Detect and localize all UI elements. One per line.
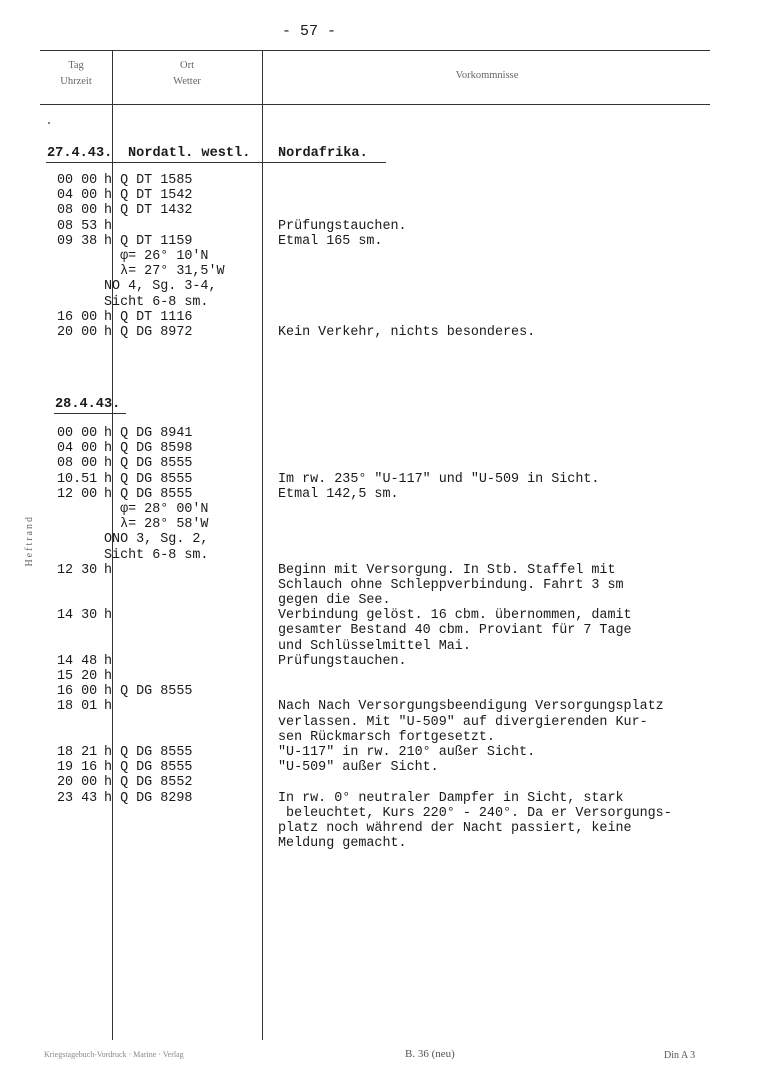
header-top-rule	[40, 50, 710, 51]
log-position: Sicht 6-8 sm.	[104, 547, 209, 563]
margin-label: Heftrand	[24, 515, 35, 567]
log-event: platz noch während der Nacht passiert, keine	[278, 820, 632, 836]
log-position: h Q DG 8552	[104, 775, 193, 791]
section1-date: 27.4.43.	[47, 146, 113, 161]
header-vorkommnisse: Vorkommnisse	[455, 70, 519, 81]
log-event	[278, 188, 535, 203]
ink-speck	[48, 122, 50, 124]
log-position: λ= 27° 31,5'W	[104, 264, 225, 280]
log-event	[278, 441, 672, 456]
log-time: 00 00	[57, 426, 98, 441]
log-event: verlassen. Mit "U-509" auf divergierenden Kur-	[278, 714, 648, 730]
log-event: "U-509" außer Sicht.	[278, 760, 439, 776]
log-time	[57, 548, 97, 563]
log-time: 12 30	[57, 562, 98, 578]
log-time: 14 30	[57, 608, 98, 624]
log-event: Etmal 142,5 sm.	[278, 486, 399, 502]
log-event	[278, 279, 535, 294]
footer-form-code: B. 36 (neu)	[405, 1048, 455, 1060]
log-position: h Q DG 8555	[104, 486, 193, 502]
log-event: Kein Verkehr, nichts besonderes.	[278, 324, 536, 340]
log-position	[104, 715, 208, 730]
log-event	[278, 502, 672, 517]
log-position: NO 4, Sg. 3-4,	[104, 279, 217, 295]
log-time	[57, 578, 97, 593]
log-event: Im rw. 235° "U-117" und "U-509 in Sicht.	[278, 471, 600, 487]
log-position: h Q DG 8598	[104, 441, 193, 457]
log-position: h Q DT 1159	[104, 233, 193, 249]
log-event	[278, 310, 535, 325]
log-time: 16 00	[57, 309, 98, 325]
log-position: h Q DG 8555	[104, 744, 193, 760]
log-event: In rw. 0° neutraler Dampfer in Sicht, stark	[278, 790, 624, 806]
log-time	[57, 639, 97, 654]
log-time: 20 00	[57, 324, 98, 340]
log-position	[104, 821, 208, 836]
log-position: h Q DT 1116	[104, 309, 193, 325]
log-position: h Q DG 8972	[104, 324, 193, 340]
log-position: h Q DT 1432	[104, 203, 193, 219]
log-time	[57, 502, 97, 517]
header-events-column	[264, 68, 710, 84]
log-time	[57, 593, 97, 608]
section2-events	[278, 426, 672, 851]
log-event: gegen die See.	[278, 593, 391, 609]
column-divider-2	[262, 50, 263, 1040]
log-event: Etmal 165 sm.	[278, 233, 383, 249]
log-time	[57, 532, 97, 547]
log-event	[278, 532, 672, 547]
log-position: h Q DG 8941	[104, 426, 193, 441]
log-time	[57, 623, 97, 638]
log-event: "U-117" in rw. 210° außer Sicht.	[278, 744, 536, 760]
log-time: 09 38	[57, 233, 98, 249]
section2-underline	[54, 413, 126, 414]
section2-positions	[104, 426, 208, 851]
log-event	[278, 264, 535, 279]
log-time: 04 00	[57, 188, 98, 204]
log-position: h Q DG 8298	[104, 790, 193, 806]
log-position	[104, 639, 208, 654]
header-wetter: Wetter	[173, 76, 201, 87]
log-position: h	[104, 653, 113, 669]
log-position: φ= 28° 00'N	[104, 501, 209, 517]
log-time	[57, 730, 97, 745]
log-position: Sicht 6-8 sm.	[104, 294, 209, 310]
log-position: φ= 26° 10'N	[104, 248, 209, 264]
log-position: h	[104, 608, 113, 624]
header-tag: Tag	[68, 60, 84, 71]
log-position	[104, 623, 208, 638]
log-time: 18 21	[57, 744, 98, 760]
log-event: Verbindung gelöst. 16 cbm. übernommen, damit	[278, 608, 632, 624]
header-ort: Ort	[180, 60, 194, 71]
header-time-column	[42, 58, 110, 90]
log-time: 00 00	[57, 173, 98, 188]
header-uhrzeit: Uhrzeit	[60, 76, 92, 87]
section1-times	[57, 173, 97, 340]
log-position: h	[104, 218, 113, 234]
log-position: h	[104, 669, 113, 684]
log-event: Prüfungstauchen.	[278, 653, 407, 669]
log-event: Beginn mit Versorgung. In Stb. Staffel mit	[278, 562, 616, 578]
log-time: 10.51	[57, 471, 98, 487]
footer-print-note: Kriegstagebuch-Vordruck · Marine · Verlag	[44, 1050, 184, 1059]
log-event	[278, 684, 672, 699]
log-time	[57, 806, 97, 821]
log-time	[57, 821, 97, 836]
page-number: - 57 -	[282, 23, 337, 40]
log-event	[278, 203, 535, 218]
section2-times	[57, 426, 97, 851]
section1-place: Nordatl. westl.	[128, 146, 251, 161]
log-position: h	[104, 699, 113, 715]
log-event: Nach Nach Versorgungsbeendigung Versorgungsplatz	[278, 699, 664, 715]
log-time	[57, 836, 97, 851]
log-event	[278, 775, 672, 790]
log-event	[278, 517, 672, 532]
section1-region: Nordafrika.	[278, 146, 368, 161]
log-event: sen Rückmarsch fortgesetzt.	[278, 729, 495, 745]
log-time: 12 00	[57, 486, 98, 502]
log-position: h	[104, 562, 113, 578]
log-time: 19 16	[57, 760, 98, 776]
footer-paper-size: Din A 3	[664, 1050, 696, 1061]
log-event	[278, 426, 672, 441]
log-time: 04 00	[57, 441, 98, 457]
log-event: gesamter Bestand 40 cbm. Proviant für 7 Tage	[278, 623, 632, 639]
log-event: Schlauch ohne Schleppverbindung. Fahrt 3 sm	[278, 577, 624, 593]
log-event: Prüfungstauchen.	[278, 218, 407, 234]
log-time	[57, 517, 97, 532]
log-time: 16 00	[57, 684, 98, 700]
log-position: h Q DG 8555	[104, 684, 193, 700]
log-time: 23 43	[57, 790, 98, 806]
log-time	[57, 279, 97, 294]
log-time: 08 00	[57, 456, 98, 472]
log-position: h Q DG 8555	[104, 760, 193, 776]
log-event: beleuchtet, Kurs 220° - 240°. Da er Versorgungs-	[278, 805, 672, 821]
log-time	[57, 249, 97, 264]
log-position: h Q DG 8555	[104, 456, 193, 472]
header-location-column	[114, 58, 260, 90]
log-event	[278, 456, 672, 471]
log-position: λ= 28° 58'W	[104, 517, 209, 533]
log-time	[57, 715, 97, 730]
log-position	[104, 730, 208, 745]
log-time: 08 00	[57, 203, 98, 219]
log-position: h Q DG 8555	[104, 471, 193, 487]
log-event: Meldung gemacht.	[278, 836, 407, 852]
log-position: ONO 3, Sg. 2,	[104, 532, 209, 548]
section2-date: 28.4.43.	[55, 397, 121, 412]
log-time	[57, 295, 97, 310]
section1-underline	[46, 162, 386, 163]
log-event: und Schlüsselmittel Mai.	[278, 638, 471, 654]
log-position: h Q DT 1585	[104, 173, 193, 188]
header-bottom-rule	[40, 104, 710, 105]
log-event	[278, 249, 535, 264]
log-time: 18 01	[57, 699, 98, 715]
log-position	[104, 593, 208, 608]
log-position	[104, 836, 208, 851]
log-position	[104, 578, 208, 593]
section1-positions	[104, 173, 225, 340]
log-time: 14 48	[57, 653, 98, 669]
log-event	[278, 548, 672, 563]
log-position	[104, 806, 208, 821]
log-time: 15 20	[57, 669, 98, 684]
log-time	[57, 264, 97, 279]
log-event	[278, 669, 672, 684]
log-event	[278, 173, 535, 188]
log-time: 20 00	[57, 775, 98, 791]
log-position: h Q DT 1542	[104, 188, 193, 204]
log-event	[278, 295, 535, 310]
section1-events	[278, 173, 535, 340]
log-time: 08 53	[57, 218, 98, 234]
